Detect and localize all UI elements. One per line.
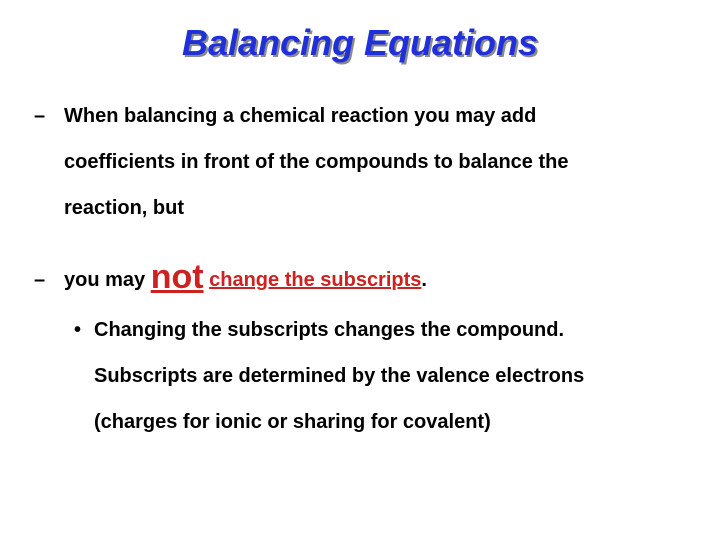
bullet-coefficients [34, 93, 694, 231]
emphasis-not: not [150, 258, 204, 296]
bullet-text-line1: When balancing a chemical reaction you may add [64, 105, 537, 127]
sub-bullet-line [74, 307, 704, 353]
bullet-prefix: you may [64, 269, 151, 291]
emphasis-rest: change the subscripts [209, 269, 422, 291]
bullet-line [34, 93, 694, 139]
bullet-end: . [421, 269, 427, 291]
dot-marker: • [74, 319, 82, 341]
bullet-text-line2: coefficients in front of the compounds to balance the [64, 151, 569, 173]
dash-marker: – [34, 105, 46, 127]
bullet-subscripts [34, 252, 694, 303]
sub-text-line2: Subscripts are determined by the valence electrons [94, 365, 585, 387]
sub-bullet-compound [74, 307, 704, 445]
slide-title: Balancing Equations [181, 22, 539, 63]
bullet-text-line3: reaction, but [64, 197, 185, 219]
dash-marker: – [34, 269, 46, 291]
sub-text-line1: Changing the subscripts changes the compound. [94, 319, 565, 341]
sub-text-line3: (charges for ionic or sharing for covalent) [94, 411, 491, 433]
bullet-line [34, 252, 694, 303]
